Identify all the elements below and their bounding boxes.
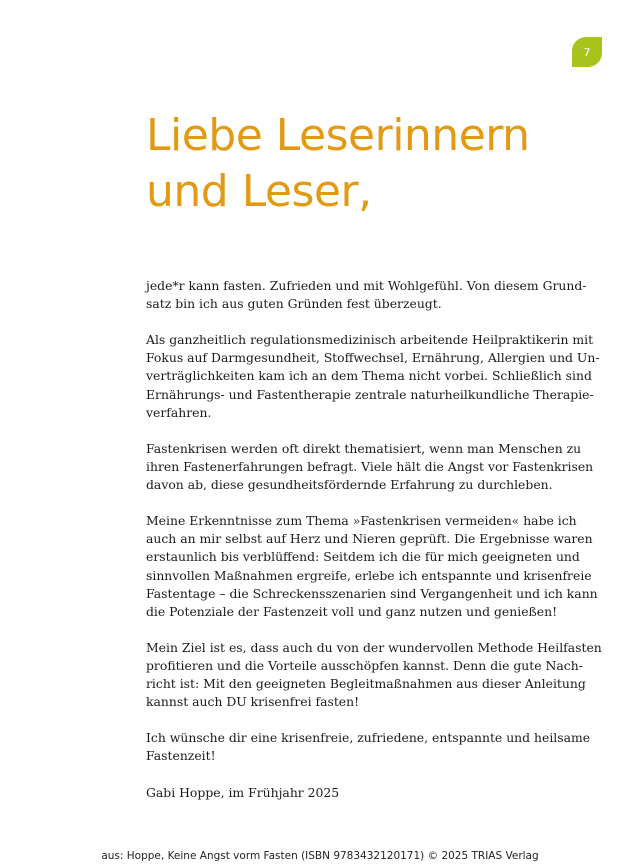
paragraph-gap <box>146 313 566 331</box>
heading-line-2: und Leser, <box>146 166 372 217</box>
paragraph-gap <box>146 494 566 512</box>
paragraph-gap <box>146 621 566 639</box>
paragraph-line: sinnvollen Maßnahmen ergreife, erlebe ich entspannte und krisenfreie <box>146 567 592 583</box>
paragraph-line: Gabi Hoppe, im Frühjahr 2025 <box>146 784 340 800</box>
paragraph-line: erstaunlich bis verblüffend: Seitdem ich die für mich geeigneten und <box>146 549 580 565</box>
paragraph <box>146 729 591 765</box>
paragraph-line: verträglichkeiten kam ich an dem Thema nicht vorbei. Schließlich sind <box>146 368 592 384</box>
paragraph-line: kannst auch DU krisenfrei fasten! <box>146 694 360 710</box>
paragraph <box>146 784 566 802</box>
paragraph <box>146 277 587 313</box>
paragraph <box>146 440 594 494</box>
paragraph-line: satz bin ich aus guten Gründen fest überzeugt. <box>146 296 442 312</box>
paragraph-line: richt ist: Mit den geeigneten Begleitmaßnahmen aus dieser Anleitung <box>146 676 586 692</box>
paragraph-gap <box>146 766 566 784</box>
paragraph-line: Fastenzeit! <box>146 748 216 764</box>
paragraph-line: Als ganzheitlich regulationsmedizinisch arbeitende Heilpraktikerin mit <box>146 332 594 348</box>
paragraph-line: davon ab, diese gesundheitsfördernde Erfahrung zu durchleben. <box>146 477 553 493</box>
paragraph-line: ihren Fastenerfahrungen befragt. Viele hält die Angst vor Fastenkrisen <box>146 458 594 474</box>
paragraph-line: Fastentage – die Schreckensszenarien sind Vergangenheit und ich kann <box>146 585 598 601</box>
paragraph-line: Ich wünsche dir eine krisenfreie, zufriedene, entspannte und heilsame <box>146 730 591 746</box>
paragraph-line: auch an mir selbst auf Herz und Nieren geprüft. Die Ergebnisse waren <box>146 531 593 547</box>
paragraph-line: Ernährungs- und Fastentherapie zentrale naturheilkundliche Therapie- <box>146 386 594 402</box>
paragraph <box>146 512 598 621</box>
paragraph-line: verfahren. <box>146 404 212 420</box>
paragraph-line: Fokus auf Darmgesundheit, Stoffwechsel, Ernährung, Allergien und Un- <box>146 350 600 366</box>
source-footer: aus: Hoppe, Keine Angst vorm Fasten (ISBN 9783432120171) © 2025 TRIAS Verlag <box>101 850 539 862</box>
paragraph-gap <box>146 711 566 729</box>
paragraph-gap <box>146 422 566 440</box>
page-heading <box>146 108 529 220</box>
page-number: 7 <box>583 45 591 59</box>
paragraph <box>146 331 600 421</box>
page-number-tab <box>572 37 602 67</box>
paragraph-line: jede*r kann fasten. Zufrieden und mit Wohlgefühl. Von diesem Grund- <box>146 278 587 293</box>
paragraph <box>146 639 602 711</box>
letter-body <box>146 277 602 802</box>
paragraph-line: profitieren und die Vorteile ausschöpfen kannst. Denn die gute Nach- <box>146 657 583 673</box>
paragraph-line: Mein Ziel ist es, dass auch du von der wundervollen Methode Heilfasten <box>146 639 602 655</box>
paragraph-line: Fastenkrisen werden oft direkt thematisiert, wenn man Menschen zu <box>146 440 582 456</box>
paragraph-line: die Potenziale der Fastenzeit voll und ganz nutzen und genießen! <box>146 603 558 619</box>
heading-line-1: Liebe Leserinnern <box>146 110 530 161</box>
paragraph-line: Meine Erkenntnisse zum Thema »Fastenkrisen vermeiden« habe ich <box>146 513 577 529</box>
